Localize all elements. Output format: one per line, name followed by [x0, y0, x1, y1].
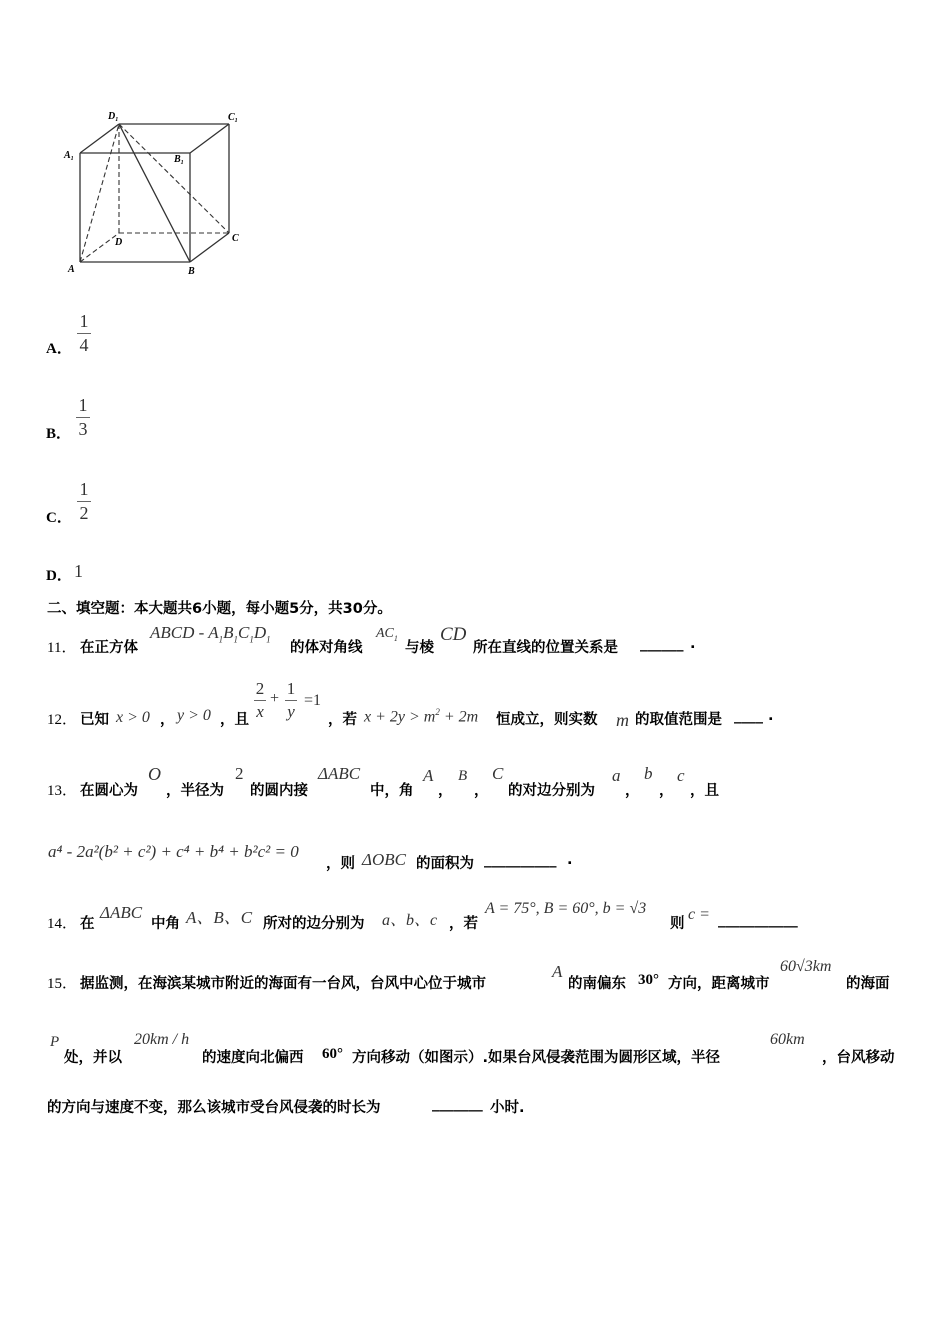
q15-text-8: ，台风移动	[822, 1050, 895, 1066]
q15-text-4: 的海面	[846, 976, 890, 992]
q15-angle-30: 30°	[638, 972, 659, 988]
option-a-numerator: 1	[79, 311, 89, 331]
q14-text-2: 中角	[151, 916, 180, 932]
q15-answer-blank[interactable]: _______	[432, 1096, 483, 1112]
q15-distance: 60√3km	[780, 958, 832, 975]
q12-plus: +	[270, 690, 280, 707]
option-c-numerator: 1	[79, 479, 89, 499]
q11-text-3: 与棱	[405, 640, 434, 656]
q15-speed: 20km / h	[134, 1031, 190, 1048]
q12-inequality: $x + 2y > m^2 + 2m$	[364, 707, 479, 726]
q12-text-5: 恒成立，则实数	[496, 712, 598, 728]
q11-text-2: 的体对角线	[290, 640, 363, 656]
q12-number: 12．	[47, 712, 78, 728]
q12-text-3: ，且	[220, 712, 249, 728]
q15-number: 15．	[47, 976, 78, 992]
q12-answer-blank[interactable]: ____	[734, 708, 763, 724]
option-a-label: A．	[46, 341, 72, 357]
q15-text-3: 方向，距离城市	[668, 976, 770, 992]
q12-text-1: 已知	[80, 712, 109, 728]
cube-figure	[60, 105, 250, 280]
option-b-label: B．	[46, 426, 72, 442]
q12-fraction-2: 1 y	[286, 679, 296, 721]
option-b-fraction	[73, 395, 93, 440]
q14-text-3: 所对的边分别为	[263, 916, 365, 932]
q13-center-o: O	[148, 764, 161, 784]
q13-triangle-obc: ΔOBC	[362, 850, 406, 869]
q13-text-6: ，且	[690, 783, 719, 799]
q13-text-8: 的面积为	[416, 856, 474, 872]
q11-edge: CD	[440, 624, 467, 645]
option-c-denominator: 2	[79, 503, 89, 523]
q14-number: 14．	[47, 916, 78, 932]
label-A1: $A_1$	[64, 150, 74, 162]
q15-radius: 60km	[770, 1031, 805, 1048]
q14-c-equals: c =	[688, 906, 710, 923]
label-D: D	[115, 237, 123, 248]
q15-angle-60: 60°	[322, 1046, 343, 1062]
option-b-numerator: 1	[78, 395, 88, 415]
q13-angle-c: C	[492, 764, 504, 783]
option-c-label: C．	[46, 510, 72, 526]
q13-text-3: 的圆内接	[250, 783, 308, 799]
q13-answer-blank[interactable]: __________	[484, 852, 557, 868]
q15-text-5: 处，并以	[64, 1050, 122, 1066]
q15-text-2: 的南偏东	[568, 976, 626, 992]
q13-comma-4: ，	[659, 783, 674, 799]
q13-side-b: b	[644, 764, 653, 783]
q13-comma-3: ，	[625, 783, 640, 799]
q12-text-4: ，若	[328, 712, 357, 728]
q15-text-9: 的方向与速度不变，那么该城市受台风侵袭的时长为	[47, 1100, 381, 1116]
option-d-value: 1	[74, 561, 83, 581]
label-B: B	[188, 266, 195, 277]
q13-comma-1: ，	[438, 783, 453, 799]
option-a-fraction	[74, 311, 94, 356]
q12-text-6: 的取值范围是	[635, 712, 722, 728]
label-B1: $B_1$	[174, 154, 184, 166]
q15-point-p: P	[50, 1034, 60, 1050]
q13-triangle: ΔABC	[318, 764, 361, 783]
label-A: A	[68, 264, 75, 275]
q14-text-5: 则	[670, 916, 685, 932]
q13-number: 13．	[47, 783, 78, 799]
q13-text-1: 在圆心为	[80, 783, 138, 799]
q13-text-7: ，则	[326, 856, 355, 872]
option-b-denominator: 3	[78, 419, 88, 439]
q12-variable-m: m	[616, 710, 629, 730]
q14-text-4: ，若	[449, 916, 478, 932]
q14-sides: a、b、c	[382, 912, 438, 929]
q13-comma-2: ，	[474, 783, 489, 799]
q11-text-4: 所在直线的位置关系是	[473, 640, 618, 656]
q15-city-a: A	[552, 962, 563, 981]
q13-end: .	[567, 852, 573, 868]
q13-side-c: c	[677, 766, 685, 785]
section-heading: 二、填空题：本大题共6小题，每小题5分，共30分。	[47, 601, 392, 617]
option-a-denominator: 4	[79, 335, 89, 355]
q13-angle-b: B	[458, 768, 468, 784]
q12-y-condition: y > 0	[177, 707, 211, 724]
q14-angles: A、B、C	[186, 908, 253, 927]
q13-side-a: a	[612, 766, 621, 785]
q15-text-7: 方向移动（如图示）.如果台风侵袭范围为圆形区域，半径	[352, 1050, 721, 1066]
q14-answer-blank[interactable]: ___________	[718, 912, 798, 928]
q11-answer-blank[interactable]: ______	[640, 636, 684, 652]
option-d-label: D．	[46, 568, 72, 584]
q13-equation: a⁴ - 2a²(b² + c²) + c⁴ + b⁴ + b²c² = 0	[48, 842, 299, 861]
q12-end: .	[768, 708, 774, 724]
q15-text-10: 小时.	[490, 1100, 525, 1116]
q11-diagonal: $AC_1$	[376, 626, 398, 643]
label-C1: $C_1$	[228, 112, 238, 124]
q12-equals: =1	[304, 692, 322, 709]
q11-cube-name: ABCD - $A_1B_1C_1D_1$	[150, 623, 271, 645]
q14-given-values: A = 75°, B = 60°, b = √3	[485, 900, 647, 917]
label-D1: $D_1$	[108, 111, 119, 123]
q12-fraction-1: 2 x	[255, 679, 265, 721]
q15-text-1: 据监测，在海滨某城市附近的海面有一台风，台风中心位于城市	[80, 976, 486, 992]
q13-text-5: 的对边分别为	[508, 783, 595, 799]
q13-angle-a: A	[423, 766, 434, 785]
q13-radius: 2	[235, 764, 244, 783]
q12-text-2: ，	[160, 712, 175, 728]
q13-text-4: 中，角	[370, 783, 414, 799]
q14-text-1: 在	[80, 916, 95, 932]
q15-text-6: 的速度向北偏西	[202, 1050, 304, 1066]
q11-number: 11．	[47, 640, 77, 656]
option-c-fraction	[74, 479, 94, 524]
q11-text-1: 在正方体	[80, 640, 138, 656]
q11-end: .	[690, 636, 696, 652]
q12-x-condition: x > 0	[116, 709, 150, 726]
q13-text-2: ，半径为	[166, 783, 224, 799]
label-C: C	[232, 233, 239, 244]
q14-triangle: ΔABC	[100, 903, 143, 922]
